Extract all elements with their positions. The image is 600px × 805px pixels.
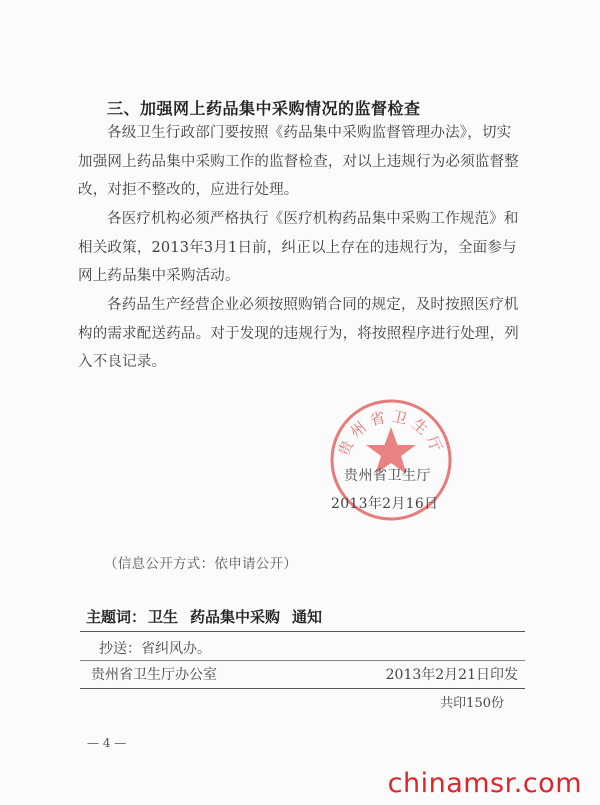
divider-top [80, 631, 525, 632]
copies-count: 共印150份 [440, 696, 504, 711]
paragraph-supervision: 各级卫生行政部门要按照《药品集中采购监督管理办法》，切实加强网上药品集中采购工作的监督检查，对以上违规行为必须监督整改，对拒不整改的，应进行处理。 [78, 125, 519, 198]
keyword-term: 药品集中采购 [190, 608, 281, 626]
section-heading: 三、加强网上药品集中采购情况的监督检查 [107, 99, 421, 118]
divider-middle [80, 660, 525, 661]
seal-text: 贵州省卫生厅 [334, 407, 448, 459]
keywords-label: 主题词： [86, 608, 147, 626]
disclosure-method: （信息公开方式：依申请公开） [104, 556, 298, 572]
issuer-name: 贵州省卫生厅 [344, 468, 431, 484]
printed-date: 2013年2月21日印发 [385, 667, 518, 683]
cc-line: 抄送：省纠风办。 [99, 641, 211, 657]
paragraph-medical-institutions: 各医疗机构必须严格执行《医疗机构药品集中采购工作规范》和相关政策，2013年3月1日前，纠正以上存在的违规行为，全面参与网上药品集中采购活动。 [78, 211, 519, 284]
issuing-office: 贵州省卫生厅办公室 [91, 667, 217, 683]
paragraph-enterprises: 各药品生产经营企业必须按照购销合同的规定，及时按照医疗机构的需求配送药品。对于发现的违规行为，将按照程序进行处理，列入不良记录。 [78, 297, 519, 370]
divider-bottom [80, 688, 525, 689]
keyword-term: 卫生 [148, 608, 179, 626]
keyword-term: 通知 [292, 608, 323, 626]
subject-keywords [86, 606, 334, 627]
issue-date: 2013年2月16日 [331, 496, 439, 512]
page-number: — 4 — [87, 736, 127, 750]
site-watermark: chinamsr.com [387, 768, 582, 799]
